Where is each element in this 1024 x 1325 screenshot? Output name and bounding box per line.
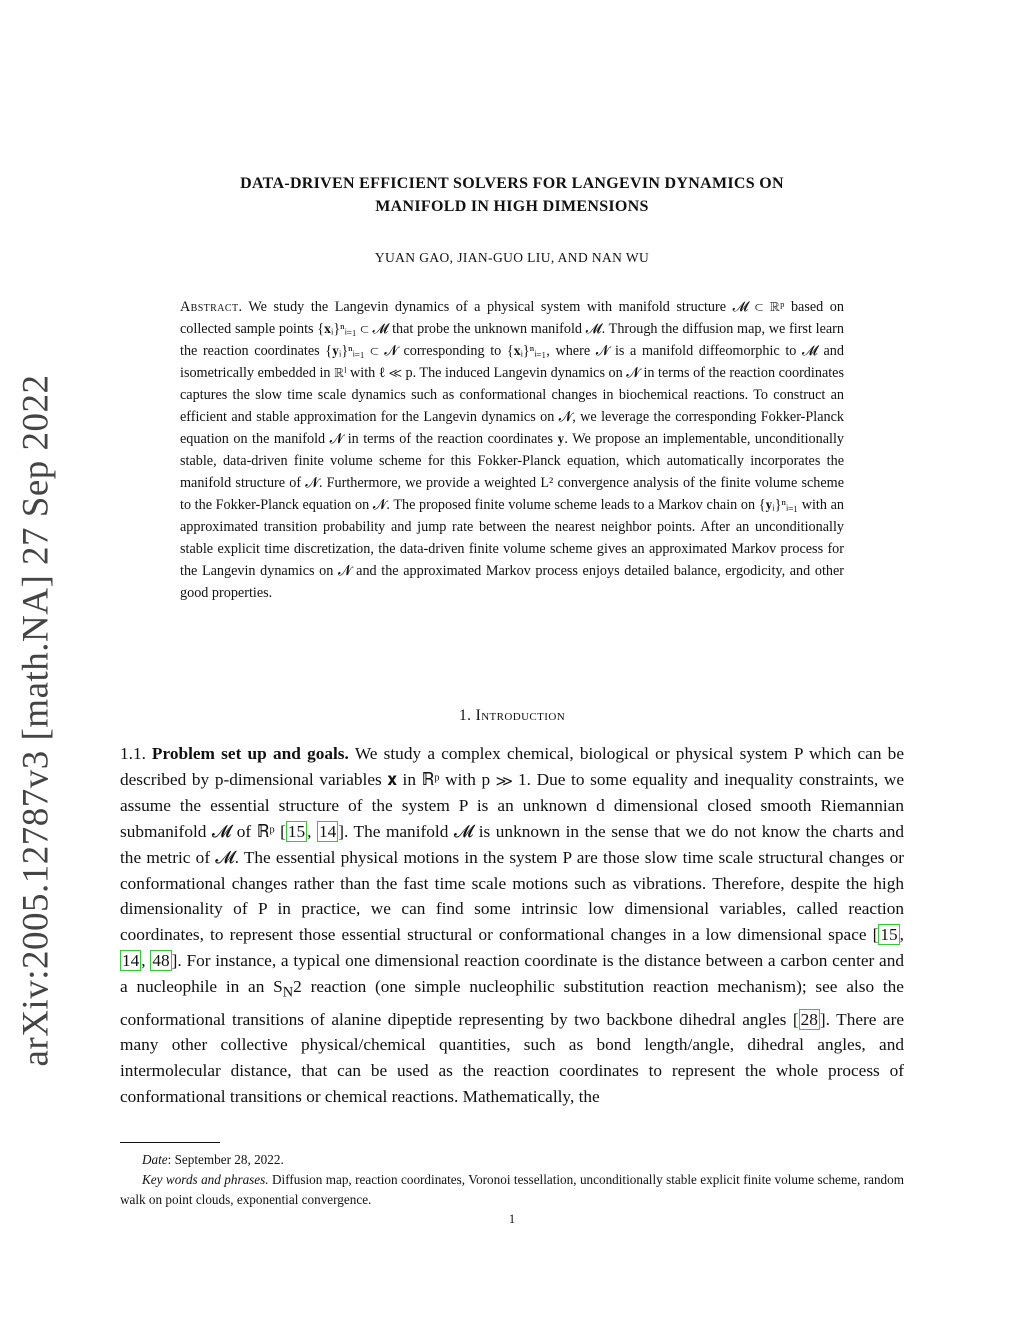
citation-link[interactable]: 48	[152, 951, 170, 971]
paper-title	[120, 172, 904, 218]
subsection-number: 1.1.	[120, 744, 146, 763]
citation-link[interactable]: 28	[800, 1009, 818, 1029]
abstract-text: We study the Langevin dynamics of a physical system with manifold structure 𝓜 ⊂ ℝᵖ based on collected sample points {𝐱ᵢ}ⁿᵢ₌₁ ⊂ 𝓜 that probe the unknown manifold 𝓜. Through the diffusion map, we first learn the reaction coordinates {𝐲ᵢ}ⁿᵢ₌₁ ⊂ 𝓝 corresponding to {𝐱ᵢ}ⁿᵢ₌₁, where 𝓝 is a manifold diffeomorphic to 𝓜 and isometrically embedded in ℝˡ with ℓ ≪ p. The induced Langevin dynamics on 𝓝 in terms of the reaction coordinates captures the slow time scale dynamics such as conformational changes in biochemical reactions. To construct an efficient and stable approximation for the Langevin dynamics on 𝓝, we leverage the corresponding Fokker-Planck equation on the manifold 𝓝 in terms of the reaction coordinates 𝐲. We propose an implementable, unconditionally stable, data-driven finite volume scheme for this Fokker-Planck equation, which automatically incorporates the manifold structure of 𝓝. Furthermore, we provide a weighted L² convergence analysis of the finite volume scheme to the Fokker-Planck equation on 𝓝. The proposed finite volume scheme leads to a Markov chain on {𝐲ᵢ}ⁿᵢ₌₁ with an approximated transition probability and jump rate between the nearest neighbor points. After an unconditionally stable explicit time discretization, the data-driven finite volume scheme gives an approximated Markov process for the Langevin dynamics on 𝓝 and the approximated Markov process enjoys detailed balance, ergodicity, and other good properties.	[180, 299, 844, 601]
arxiv-identifier: arXiv:2005.12787v3 [math.NA] 27 Sep 2022	[15, 373, 57, 1067]
paragraph-part-5: . There are many other collective physical/chemical quantities, such as bond length/angle, dihedral angles, and intermolecular distance, that can be used as the reaction coordinates to represent the whole process of conformational transitions or chemical reactions. Mathematically, the	[120, 1009, 904, 1107]
footnote-divider	[120, 1142, 220, 1143]
footnotes	[120, 1150, 904, 1210]
paragraph-part-4: 2 reaction (one simple nucleophilic substitution reaction mechanism); see also the conformational transitions of alanine dipeptide representing by two backbone dihedral angles	[120, 977, 904, 1029]
page-number: 1	[508, 1212, 516, 1226]
title-line-1: DATA-DRIVEN EFFICIENT SOLVERS FOR LANGEVIN DYNAMICS ON	[240, 175, 784, 192]
footnote-keywords	[120, 1170, 904, 1210]
section-heading-introduction: 1. Introduction	[458, 707, 566, 724]
citation-link[interactable]: 14	[318, 821, 337, 841]
keywords-label: Key words and phrases.	[142, 1172, 269, 1187]
date-label: Date	[142, 1152, 168, 1167]
date-value: : September 28, 2022.	[167, 1152, 284, 1167]
paragraph-part-2: . The manifold 𝓜 is unknown in the sense that we do not know the charts and the metric of 𝓜. The essential physical motions in the system P are those slow time scale structural changes or conformational changes rather than the fast time scale motions such as vibrations. Therefore, despite the high dimensionality of P in practice, we can find some intrinsic low dimensional variables, called reaction coordinates, to represent those essential structural or conformational changes in a low dimensional space	[120, 821, 904, 945]
subscript-n: N	[282, 984, 294, 1001]
citation-link[interactable]: 15	[880, 925, 898, 945]
citation-link[interactable]: 14	[122, 951, 140, 971]
abstract-label: Abstract.	[180, 299, 243, 315]
title-line-2: MANIFOLD IN HIGH DIMENSIONS	[375, 198, 649, 215]
paragraph-part-3: . For instance, a typical one dimensional reaction coordinate is the distance between a carbon center and a nucleophile in an S	[120, 951, 905, 997]
paragraph-part-1: We study a complex chemical, biological or physical system P which can be described by p-dimensional variables 𝐱 in ℝᵖ with p ≫ 1. Due to some equality and inequality constraints, we assume the essential structure of the system P is an unknown d dimensional closed smooth Riemannian submanifold 𝓜 of ℝᵖ	[120, 744, 904, 841]
footnote-date	[120, 1150, 904, 1170]
keywords-value: Diffusion map, reaction coordinates, Voronoi tessellation, unconditionally stable explicit finite volume scheme, random walk on point clouds, exponential convergence.	[120, 1172, 904, 1207]
citation-link[interactable]: 15	[287, 821, 306, 841]
introduction-paragraph: 1.1. Problem set up and goals. We study a complex chemical, biological or physical system P which can be described by p-dimensional variables 𝐱 in ℝᵖ with p ≫ 1. Due to some equality and inequality constraints, we assume the essential structure of the system P is an unknown d dimensional closed smooth Riemannian submanifold 𝓜 of ℝᵖ [ 15 , 14 ]. The manifold 𝓜 is unknown in the sense that we do not know the charts and the metric of 𝓜. The essential physical motions in the system P are those slow time scale structural changes or conformational changes rather than the fast time scale motions such as vibrations. Therefore, despite the high dimensionality of P in practice, we can find some intrinsic low dimensional variables, called reaction coordinates, to represent those essential structural or conformational changes in a low dimensional space [ 15 , 14 , 48 ]. For instance, a typical one dimensional reaction coordinate is the distance between a carbon center and a nucleophile in an $S_N2$ reaction (one simple nucleophilic substitution reaction mechanism); see also the conformational transitions of alanine dipeptide representing by two backbone dihedral angles [ 28 ]. There are many other collective physical/chemical quantities, such as bond length/angle, dihedral angles, and intermolecular distance, that can be used as the reaction coordinates to represent the whole process of conformational transitions or chemical reactions. Mathematically, the	[120, 744, 905, 1107]
arxiv-side-stamp	[15, 373, 57, 1067]
author-list: YUAN GAO, JIAN-GUO LIU, AND NAN WU	[374, 250, 650, 265]
subsection-title: Problem set up and goals.	[151, 744, 349, 763]
abstract	[180, 296, 844, 604]
